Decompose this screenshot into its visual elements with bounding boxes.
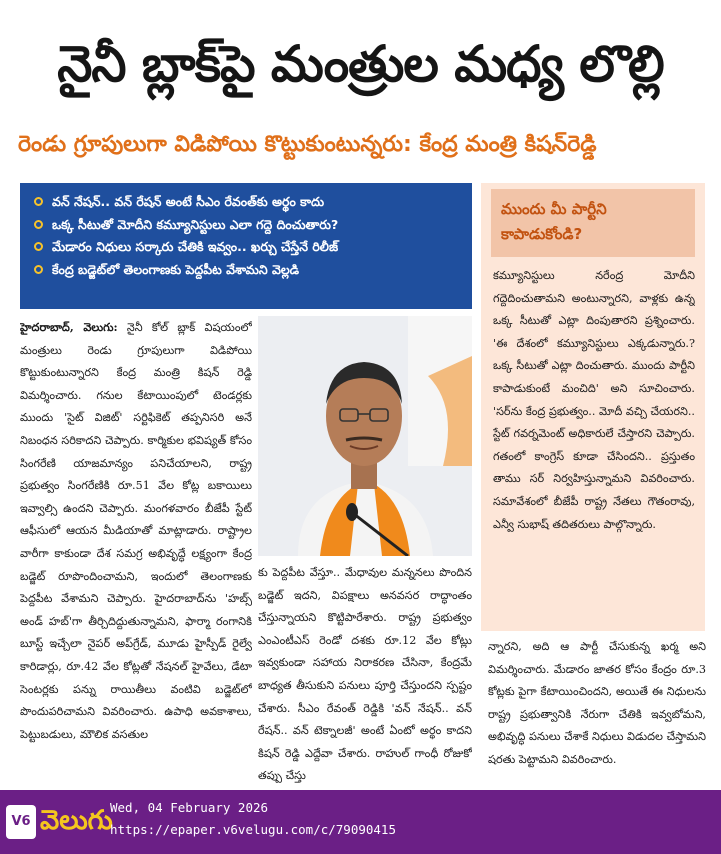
highlight-item: కేంద్ర బడ్జెట్‌లో తెలంగాణకు పెద్దపీట వేశామని వెల్లడి (34, 259, 462, 282)
bullet-icon (34, 220, 43, 229)
bullet-icon (34, 197, 43, 206)
sidebar-box (481, 183, 705, 631)
portrait-illustration (258, 316, 472, 556)
logo-wordmark: వెలుగు (40, 805, 113, 836)
highlight-item: వన్ నేషన్.. వన్ రేషన్ అంటే సీఎం రేవంత్‌కు అర్థం కాదు (34, 191, 462, 214)
minister-photo (258, 316, 472, 556)
sidebar-title: ముందు మీ పార్టీని కాపాడుకోండి? (491, 189, 695, 257)
edition-date: Wed, 04 February 2026 (110, 800, 269, 815)
epaper-url[interactable]: https://epaper.v6velugu.com/c/79090415 (110, 822, 396, 837)
v6-velugu-logo (6, 797, 113, 847)
article-column-middle: కు పెద్దపీట వేస్తూ.. మేధావుల మన్ననలు పొందిన బడ్జెట్ ఇదని, విపక్షాలు అనవసర రాద్ధాంతం చేస్తున్నాయని కొట్టిపారేశారు. రాష్ట్ర ప్రభుత్వం ఎంఎంటీఎస్ రెండో దశకు రూ.12 వేల కోట్లు ఇవ్వకుండా సహాయ నిరాకరణ చేసినా, కేంద్రమే బాధ్యత తీసుకుని పనులు పూర్తి చేస్తుందని స్పష్టం చేశారు. సీఎం రేవంత్ రెడ్డికి 'వన్ నేషన్.. వన్ రేషన్.. వన్ టెక్నాలజీ' అంటే ఏంటో అర్థం కాదని కిషన్ రెడ్డి ఎద్దేవా చేశారు. రాహుల్ గాంధీ రోజుకో తప్పు చేస్తు (258, 566, 472, 783)
highlights-box (20, 183, 472, 309)
sidebar-text: కమ్యూనిస్టులు నరేంద్ర మోదీని గద్దెదించుతామని అంటున్నారని, వాళ్లకు ఉన్న ఒక్క సీటుతో ఎట్లా దింపుతారని ప్రశ్నించారు. 'ఈ దేశంలో కమ్యూనిస్టులు ఎక్కడున్నారు.? ఒక్క సీటుతో ఎట్లా దించుతారు. ముందు పార్టీని కాపాడుకుంటే మంచిది' అని సూచించారు. 'సర్‌ను కేంద్ర ప్రభుత్వం.. మోదీ వచ్చి చేయరని.. స్టేట్ గవర్నమెంట్ అధికారులే చేస్తారని చెప్పారు. గతంలో కాంగ్రెస్ కూడా చేసిందని.. ప్రస్తుతం తాము సర్ నిర్వహిస్తున్నామని వివరించారు. సమావేశంలో బీజేపీ రాష్ట్ర నేతలు గౌతంరావు, ఎన్వీ సుభాష్ తదితరులు పాల్గొన్నారు. (493, 269, 695, 531)
subheadline: రెండు గ్రూపులుగా విడిపోయి కొట్టుకుంటున్నరు: కేంద్ర మంత్రి కిషన్‌రెడ్డి (18, 132, 597, 157)
article-column-right: న్నారని, అది ఆ పార్టీ చేసుకున్న ఖర్మ అని విమర్శించారు. మేడారం జాతర కోసం కేంద్రం రూ.3 కోట్లకు పైగా కేటాయించిందని, అయితే ఈ నిధులను రాష్ట్ర ప్రభుత్వానికి నేరుగా చేతికి ఇవ్వబోమని, అభివృద్ధి పనులు చేశాకే నిధులు విడుదల చేస్తామని షరతు పెట్టామని వివరించారు. (488, 640, 706, 766)
highlight-item: ఒక్క సీటుతో మోదీని కమ్యూనిస్టులు ఎలా గద్దె దించుతారు? (34, 214, 462, 237)
article-column-left (20, 316, 252, 786)
logo-badge: V6 (6, 805, 36, 839)
bullet-icon (34, 265, 43, 274)
headline: నైనీ బ్లాక్‌పై మంత్రుల మధ్య లొల్లి (57, 35, 664, 93)
dateline: హైదరాబాద్, వెలుగు: (20, 320, 118, 334)
bullet-icon (34, 242, 43, 251)
article-text-left: నైనీ కోల్ బ్లాక్ విషయంలో మంత్రులు రెండు గ్రూపులుగా విడిపోయి కొట్టుకుంటున్నారని కేంద్ర మంత్రి కిషన్ రెడ్డి విమర్శించారు. గనుల కేటాయింపులో టెండర్లకు ముందు 'సైట్ విజిట్' సర్టిఫికెట్ తప్పనిసరి అనే నిబంధన సరికాదని చెప్పారు. కార్మికుల భవిష్యత్ కోసం సింగరేణి యాజమాన్యం పనిచేయాలని, రాష్ట్ర ప్రభుత్వం సింగరేణికి రూ.51 వేల కోట్ల బకాయిలు ఇవ్వాల్సి ఉందని చెప్పారు. మంగళవారం బీజేపీ స్టేట్ ఆఫీసులో ఆయన మీడియాతో మాట్లాడారు. రాష్ట్రాల వారీగా కాకుండా దేశ సమగ్ర అభివృద్ధే లక్ష్యంగా కేంద్ర బడ్జెట్ రూపొందించామని, ఇందులో తెలంగాణకు పెద్దపీట వేశామని చెప్పారు. హైదరాబాద్‌ను 'హబ్స్ అండ్ హబ్'గా తీర్చిదిద్దుతున్నామని, ఫార్మా రంగానికి బూస్ట్ ఇచ్చేలా నైపర్ అప్‌గ్రేడ్, మూడు హైస్పీడ్ రైల్వే కారిడార్లు, రూ.42 వేల కోట్లతో నేషనల్ హైవేలు, డేటా సెంటర్లకు పన్ను రాయితీలు వంటివి బడ్జెట్‌లో పొందుపరిచామని వివరించారు. ఉపాధి అవకాశాలు, పెట్టుబడులు, మౌలిక వసతుల (20, 321, 252, 741)
highlight-item: మేడారం నిధులు సర్కారు చేతికి ఇవ్వం.. ఖర్చు చేస్తేనే రిలీజ్ (34, 236, 462, 259)
